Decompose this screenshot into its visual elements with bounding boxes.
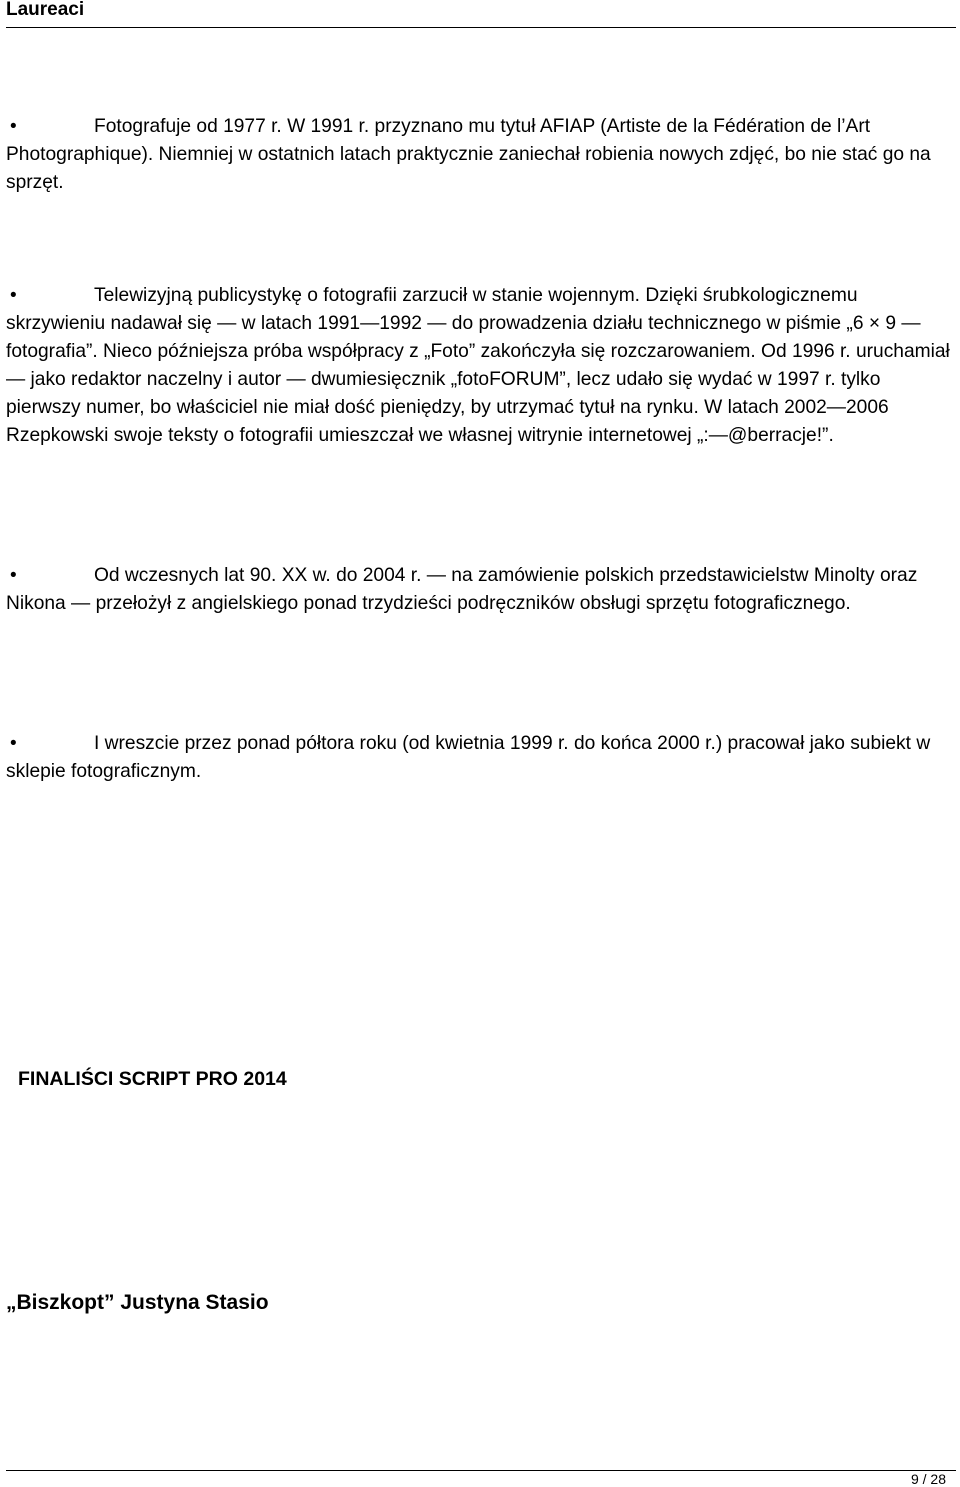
bullet-marker: •	[10, 285, 17, 306]
bullet-marker: •	[10, 733, 17, 754]
list-item-paragraph	[6, 730, 956, 786]
page-header-title: Laureaci	[6, 0, 85, 20]
list-item-paragraph	[6, 113, 956, 197]
bullet-marker: •	[10, 116, 17, 137]
section-heading: FINALIŚCI SCRIPT PRO 2014	[18, 1068, 287, 1090]
footer-divider	[6, 1470, 956, 1471]
page-number: 9 / 28	[910, 1471, 946, 1487]
list-item-paragraph	[6, 562, 956, 618]
list-item-text: I wreszcie przez ponad półtora roku (od kwietnia 1999 r. do końca 2000 r.) pracował jako subiekt w sklepie fotograficznym.	[6, 733, 931, 782]
header-divider	[6, 27, 956, 28]
entry-title: „Biszkopt” Justyna Stasio	[6, 1291, 269, 1314]
list-item-text: Od wczesnych lat 90. XX w. do 2004 r. — na zamówienie polskich przedstawicielstw Minolty oraz Nikona — przełożył z angielskiego ponad trzydzieści podręczników obsługi sprzętu fotograficznego.	[6, 565, 918, 614]
bullet-marker: •	[10, 565, 17, 586]
list-item-text: Fotografuje od 1977 r. W 1991 r. przyznano mu tytuł AFIAP (Artiste de la Fédération de l’Art Photographique). Niemniej w ostatnich latach praktycznie zaniechał robienia nowych zdjęć, bo nie stać go na sprzęt.	[6, 116, 931, 193]
list-item-text: Telewizyjną publicystykę o fotografii zarzucił w stanie wojennym. Dzięki śrubkologicznemu skrzywieniu nadawał się — w latach 1991—1992 — do prowadzenia działu technicznego w piśmie „6 × 9 — fotografia”. Nieco późniejsza próba współpracy z „Foto” zakończyła się rozczarowaniem. Od 1996 r. uruchamiał — jako redaktor naczelny i autor — dwumiesięcznik „fotoFORUM”, lecz udało się wydać w 1997 r. tylko pierwszy numer, bo właściciel nie miał dość pieniędzy, by utrzymać tytuł na rynku. W latach 2002—2006 Rzepkowski swoje teksty o fotografii umieszczał we własnej witrynie internetowej „:—@berracje!”.	[6, 285, 950, 446]
list-item-paragraph	[6, 282, 956, 450]
